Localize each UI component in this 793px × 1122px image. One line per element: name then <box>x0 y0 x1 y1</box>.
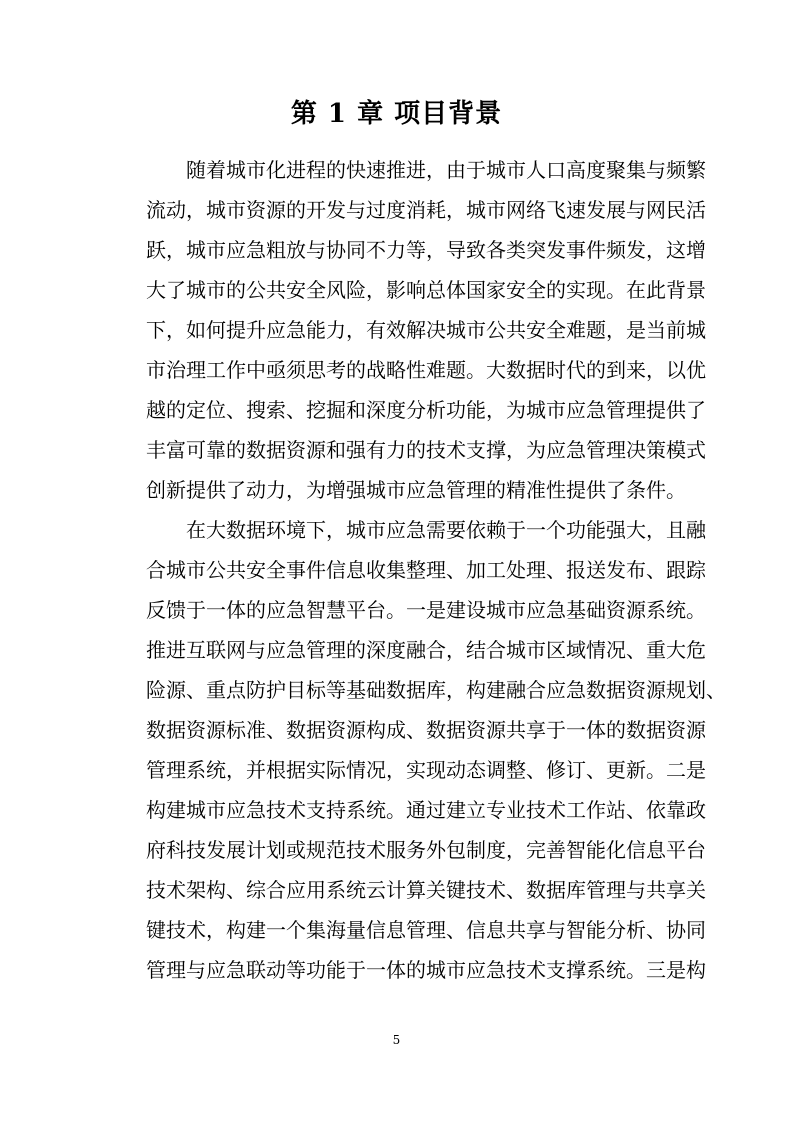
paragraph-line: 在大数据环境下，城市应急需要依赖于一个功能强大，且融 <box>186 518 706 542</box>
paragraph-line: 险源、重点防护目标等基础数据库，构建融合应急数据资源规划、 <box>146 678 726 702</box>
paragraph-line: 管理系统，并根据实际情况，实现动态调整、修订、更新。二是 <box>146 758 706 782</box>
paragraph-line: 数据资源标准、数据资源构成、数据资源共享于一体的数据资源 <box>146 718 706 742</box>
chapter-title: 第 1 章 项目背景 <box>290 99 503 129</box>
paragraph-line: 创新提供了动力，为增强城市应急管理的精准性提供了条件。 <box>146 478 686 502</box>
paragraph-line: 流动，城市资源的开发与过度消耗，城市网络飞速发展与网民活 <box>146 198 706 222</box>
paragraph-line: 市治理工作中亟须思考的战略性难题。大数据时代的到来，以优 <box>146 358 706 382</box>
paragraph-line: 键技术，构建一个集海量信息管理、信息共享与智能分析、协同 <box>146 918 706 942</box>
paragraph-line: 丰富可靠的数据资源和强有力的技术支撑，为应急管理决策模式 <box>146 438 706 462</box>
page-number: 5 <box>392 1033 401 1047</box>
paragraph-line: 构建城市应急技术支持系统。通过建立专业技术工作站、依靠政 <box>146 798 706 822</box>
paragraph-line: 推进互联网与应急管理的深度融合，结合城市区域情况、重大危 <box>146 638 706 662</box>
paragraph-line: 反馈于一体的应急智慧平台。一是建设城市应急基础资源系统。 <box>146 598 706 622</box>
paragraph-line: 府科技发展计划或规范技术服务外包制度，完善智能化信息平台 <box>146 838 706 862</box>
paragraph-line: 随着城市化进程的快速推进，由于城市人口高度聚集与频繁 <box>186 158 706 182</box>
paragraph-line: 管理与应急联动等功能于一体的城市应急技术支撑系统。三是构 <box>146 958 706 982</box>
paragraph-line: 跃，城市应急粗放与协同不力等，导致各类突发事件频发，这增 <box>146 238 706 262</box>
paragraph-1 <box>146 150 706 510</box>
body-text <box>146 150 726 990</box>
paragraph-line: 下，如何提升应急能力，有效解决城市公共安全难题，是当前城 <box>146 318 706 342</box>
paragraph-line: 越的定位、搜索、挖掘和深度分析功能，为城市应急管理提供了 <box>146 398 706 422</box>
paragraph-line: 合城市公共安全事件信息收集整理、加工处理、报送发布、跟踪 <box>146 558 706 582</box>
paragraph-line: 大了城市的公共安全风险，影响总体国家安全的实现。在此背景 <box>146 278 706 302</box>
paragraph-line: 技术架构、综合应用系统云计算关键技术、数据库管理与共享关 <box>146 878 706 902</box>
paragraph-2 <box>146 510 726 990</box>
